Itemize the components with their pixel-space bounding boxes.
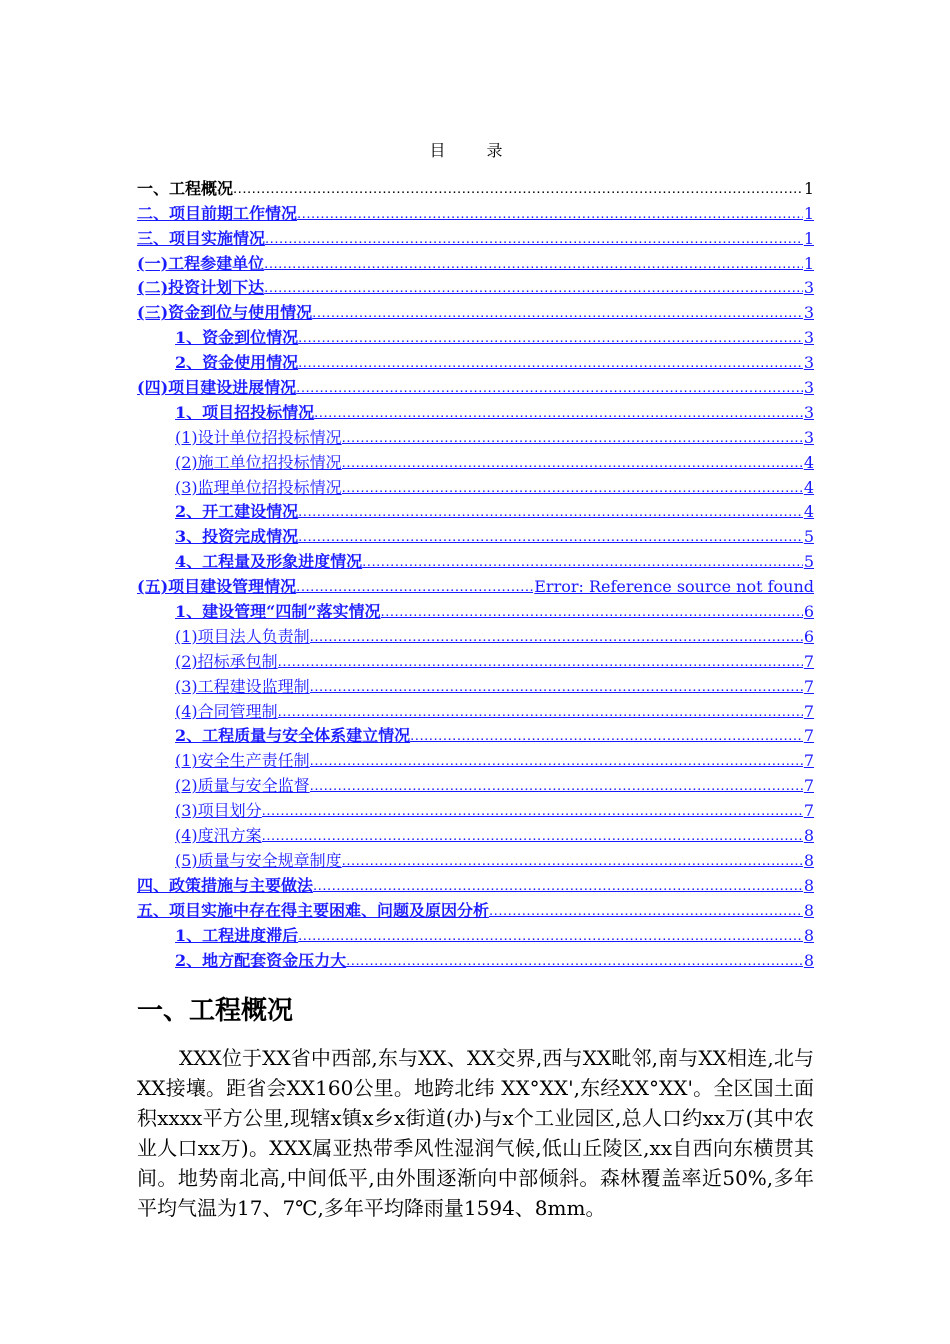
toc-entry[interactable]: [137, 448, 814, 473]
toc-entry-page: 8: [803, 850, 814, 870]
toc-leader-dots: [298, 328, 803, 348]
table-of-contents: [137, 174, 814, 971]
toc-entry-label: 2、地方配套资金压力大: [175, 950, 347, 970]
toc-leader-dots: [298, 527, 803, 547]
toc-entry-label: 1、项目招投标情况: [175, 402, 315, 422]
toc-entry-label: 2、工程质量与安全体系建立情况: [175, 726, 411, 746]
toc-leader-dots: [264, 254, 803, 274]
toc-entry[interactable]: [137, 224, 814, 249]
toc-entry[interactable]: [137, 722, 814, 747]
toc-entry-label: (2)质量与安全监督: [175, 776, 310, 796]
toc-entry[interactable]: [137, 274, 814, 299]
toc-entry[interactable]: [137, 821, 814, 846]
toc-entry-page: 7: [803, 676, 814, 696]
toc-leader-dots: [342, 428, 803, 448]
toc-leader-dots: [264, 278, 803, 298]
toc-entry-label: (3)项目划分: [175, 801, 262, 821]
toc-entry-label: 1、资金到位情况: [175, 328, 299, 348]
toc-entry-page: 7: [803, 801, 814, 821]
toc-entry-page: 3: [803, 303, 814, 323]
toc-entry-label: 四、政策措施与主要做法: [137, 875, 314, 895]
toc-entry[interactable]: [137, 946, 814, 971]
toc-entry-label: (3)工程建设监理制: [175, 676, 310, 696]
toc-leader-dots: [296, 378, 803, 398]
toc-leader-dots: [298, 353, 803, 373]
toc-entry-label: 1、建设管理“四制”落实情况: [175, 602, 381, 622]
toc-entry-page: 5: [803, 552, 814, 572]
toc-entry-label: (3)监理单位招投标情况: [175, 477, 342, 497]
toc-entry[interactable]: [137, 323, 814, 348]
toc-leader-dots: [410, 726, 803, 746]
toc-entry-label: (2)施工单位招投标情况: [175, 452, 342, 472]
toc-entry-page: 6: [803, 602, 814, 622]
toc-leader-dots: [296, 577, 533, 597]
toc-entry-label: (三)资金到位与使用情况: [137, 303, 313, 323]
toc-entry[interactable]: [137, 547, 814, 572]
toc-entry-label: 3、投资完成情况: [175, 527, 299, 547]
toc-leader-dots: [342, 851, 803, 871]
toc-entry-label: (2)招标承包制: [175, 651, 278, 671]
toc-entry[interactable]: [137, 672, 814, 697]
toc-entry-page: 7: [803, 651, 814, 671]
toc-entry-page: 8: [803, 900, 814, 920]
toc-leader-dots: [312, 303, 803, 323]
toc-entry-page: 3: [803, 427, 814, 447]
toc-entry-page: 1: [803, 253, 814, 273]
toc-entry-page: 1: [803, 203, 814, 223]
toc-leader-dots: [313, 876, 803, 896]
toc-entry-label: (4)度汛方案: [175, 826, 262, 846]
toc-entry-label: 2、资金使用情况: [175, 353, 299, 373]
toc-entry[interactable]: [137, 249, 814, 274]
toc-entry-page: 7: [803, 776, 814, 796]
toc-entry-label: 三、项目实施情况: [137, 228, 266, 248]
toc-entry-page: 7: [803, 726, 814, 746]
toc-leader-dots: [314, 403, 803, 423]
toc-leader-dots: [342, 478, 803, 498]
toc-entry-page: 3: [803, 402, 814, 422]
toc-entry-label: 二、项目前期工作情况: [137, 203, 298, 223]
toc-leader-dots: [342, 453, 803, 473]
toc-leader-dots: [346, 951, 803, 971]
toc-entry-page: 8: [803, 875, 814, 895]
toc-entry-label: (一)工程参建单位: [137, 253, 265, 273]
toc-entry-label: (1)安全生产责任制: [175, 751, 310, 771]
toc-entry[interactable]: [137, 896, 814, 921]
body-paragraph: XXX位于XX省中西部,东与XX、XX交界,西与XX毗邻,南与XX相连,北与XX接壤。距省会XX160公里。地跨北纬 XX°XX',东经XX°XX'。全区国土面积xxxx平方公里,现辖x镇x乡x街道(办)与x个工业园区,总人口约xx万(其中农业人口xx万)。XXX属亚热带季风性湿润气候,低山丘陵区,xx自西向东横贯其间。地势南北高,中间低平,由外围逐渐向中部倾斜。森林覆盖率近50%,多年平均气温为17、7℃,多年平均降雨量1594、8mm。: [137, 1046, 814, 1220]
toc-leader-dots: [310, 627, 803, 647]
toc-entry[interactable]: [137, 423, 814, 448]
toc-entry-page: 8: [803, 925, 814, 945]
toc-entry[interactable]: [137, 921, 814, 946]
toc-leader-dots: [489, 901, 803, 921]
toc-entry[interactable]: [137, 871, 814, 896]
toc-entry-page: 4: [803, 502, 814, 522]
section-heading: 一、工程概况: [137, 996, 294, 1026]
toc-entry[interactable]: [137, 572, 814, 597]
toc-entry-label: 五、项目实施中存在得主要困难、问题及原因分析: [137, 900, 490, 920]
toc-leader-dots: [310, 776, 803, 796]
toc-entry-page: 4: [803, 477, 814, 497]
toc-entry[interactable]: [137, 473, 814, 498]
toc-entry-label: (4)合同管理制: [175, 701, 278, 721]
toc-entry[interactable]: [137, 348, 814, 373]
toc-entry[interactable]: [137, 398, 814, 423]
toc-entry-page: 3: [803, 278, 814, 298]
toc-entry[interactable]: [137, 298, 814, 323]
toc-leader-dots: [362, 552, 803, 572]
toc-entry-page: 3: [803, 328, 814, 348]
toc-entry-page: 3: [803, 353, 814, 373]
toc-title: 目 录: [429, 141, 521, 160]
toc-entry-page: 1: [803, 178, 814, 198]
toc-entry[interactable]: [137, 622, 814, 647]
toc-entry-label: (1)项目法人负责制: [175, 626, 310, 646]
toc-entry-page: 5: [803, 527, 814, 547]
toc-entry-label: (五)项目建设管理情况: [137, 577, 297, 597]
toc-entry-page: 1: [803, 228, 814, 248]
toc-leader-dots: [265, 229, 803, 249]
toc-entry-page: 8: [803, 826, 814, 846]
toc-entry-label: (四)项目建设进展情况: [137, 378, 297, 398]
toc-entry-label: (二)投资计划下达: [137, 278, 265, 298]
toc-entry-label: 一、工程概况: [137, 178, 234, 198]
toc-leader-dots: [298, 926, 803, 946]
toc-entry[interactable]: [137, 771, 814, 796]
toc-entry-page: 4: [803, 452, 814, 472]
toc-leader-dots: [381, 602, 803, 622]
toc-entry-page: Error: Reference source not found: [534, 577, 814, 597]
toc-entry-page: 3: [803, 378, 814, 398]
toc-entry[interactable]: [137, 846, 814, 871]
toc-entry[interactable]: [137, 199, 814, 224]
toc-leader-dots: [298, 502, 803, 522]
toc-leader-dots: [310, 677, 803, 697]
toc-entry: [137, 174, 814, 199]
toc-entry-page: 7: [803, 701, 814, 721]
toc-leader-dots: [262, 801, 803, 821]
toc-entry-page: 6: [803, 626, 814, 646]
toc-entry-label: (5)质量与安全规章制度: [175, 850, 342, 870]
toc-leader-dots: [278, 652, 803, 672]
toc-entry-label: (1)设计单位招投标情况: [175, 427, 342, 447]
toc-entry-label: 2、开工建设情况: [175, 502, 299, 522]
toc-entry[interactable]: [137, 597, 814, 622]
toc-entry-page: 8: [803, 950, 814, 970]
toc-entry-page: 7: [803, 751, 814, 771]
toc-entry[interactable]: [137, 373, 814, 398]
toc-leader-dots: [297, 204, 803, 224]
toc-entry[interactable]: [137, 498, 814, 523]
toc-entry-label: 1、工程进度滞后: [175, 925, 299, 945]
toc-leader-dots: [233, 179, 803, 199]
toc-entry[interactable]: [137, 697, 814, 722]
toc-entry-label: 4、工程量及形象进度情况: [175, 552, 363, 572]
toc-leader-dots: [278, 702, 803, 722]
toc-leader-dots: [310, 751, 803, 771]
toc-leader-dots: [262, 826, 803, 846]
toc-entry[interactable]: [137, 522, 814, 547]
toc-entry[interactable]: [137, 647, 814, 672]
toc-entry[interactable]: [137, 796, 814, 821]
toc-entry[interactable]: [137, 746, 814, 771]
